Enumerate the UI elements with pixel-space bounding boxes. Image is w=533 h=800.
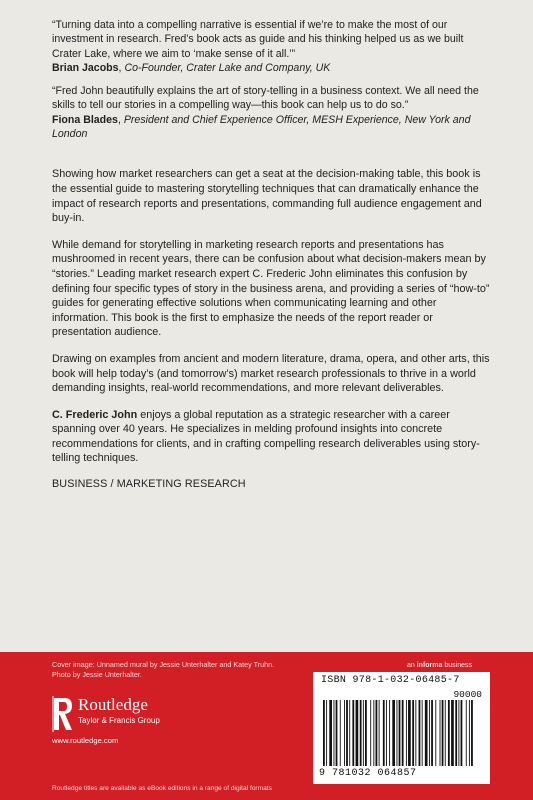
review-quote: “Fred John beautifully explains the art of story-telling in a business context. We all need the skills to tell our stories in a compelling way—this book can help us to do so.” <box>52 85 479 112</box>
reviewer-name: Brian Jacobs <box>52 61 119 74</box>
cover-credit: Cover image: Unnamed mural by Jessie Unterhalter and Katey Truhn. <box>52 660 275 669</box>
author-bio-text: enjoys a global reputation as a strategic researcher with a career spanning over 40 years. He specializes in melding profound insights into concrete recommendations for clients, and in crafting compelling research deliverables using story-telling techniques. <box>52 408 480 465</box>
description-paragraph: Drawing on examples from ancient and modern literature, drama, opera, and other arts, this book will help today’s (and tomorrow’s) market research professionals to thrive in a world demanding insights, real-world recommendations, and more relevant deliverables. <box>52 352 490 395</box>
review-quote: “Turning data into a compelling narrative is essential if we’re to make the most of our investment in research. Fred’s book acts as guide and his thinking helped us as we built Crater Lake, where we aim to ‘make sense of it all.’” <box>52 19 464 60</box>
publisher-name: Routledge <box>78 695 148 714</box>
review-attribution: Fiona Blades, President and Chief Experience Officer, MESH Experience, New York and London <box>52 113 471 141</box>
ean-number: 9 781032 064857 <box>319 768 417 779</box>
informa-business-label: an informa business <box>406 662 472 669</box>
routledge-logo-icon <box>52 696 74 732</box>
author-name: C. Frederic John <box>52 408 138 421</box>
photo-credit: Photo by Jessie Unterhalter. <box>52 670 142 679</box>
reviewer-title: President and Chief Experience Officer, MESH Experience, New York and London <box>52 113 471 141</box>
reviewer-name: Fiona Blades <box>52 113 118 126</box>
back-cover-text <box>52 18 492 490</box>
barcode-bars <box>323 700 480 766</box>
review-attribution: Brian Jacobs, Co-Founder, Crater Lake and Company, UK <box>52 61 331 74</box>
publisher-footer-band <box>0 652 533 800</box>
price-addon: 90000 <box>453 689 482 700</box>
isbn-barcode <box>313 672 490 784</box>
author-bio <box>52 408 492 466</box>
ebook-note: Routledge titles are available as eBook editions in a range of digital formats <box>52 785 272 792</box>
publisher-url: www.routledge.com <box>52 736 119 745</box>
routledge-logo-text <box>78 696 160 725</box>
reviewer-title: Co-Founder, Crater Lake and Company, UK <box>124 61 331 74</box>
isbn-text: ISBN 978-1-032-06485-7 <box>321 675 460 686</box>
description-paragraph: While demand for storytelling in marketing research reports and presentations has mushroomed in recent years, there can be confusion about what decision-makers mean by “stories.” Leading market research expert C. Frederic John eliminates this confusion by defining four specific types of story in the business arena, and providing a series of “how-to” guides for generating effective solutions when communicating learning and other information. This book is the first to emphasize the needs of the report reader or presentation audience. <box>52 238 490 339</box>
subject-category: BUSINESS / MARKETING RESEARCH <box>52 478 246 491</box>
publisher-group: Taylor & Francis Group <box>78 716 160 725</box>
image-credit <box>52 660 274 680</box>
description-paragraph: Showing how market researchers can get a seat at the decision-making table, this book is the essential guide to mastering storytelling techniques that can dramatically enhance the impact of research reports and presentations, commanding full audience engagement and buy-in. <box>52 168 482 225</box>
